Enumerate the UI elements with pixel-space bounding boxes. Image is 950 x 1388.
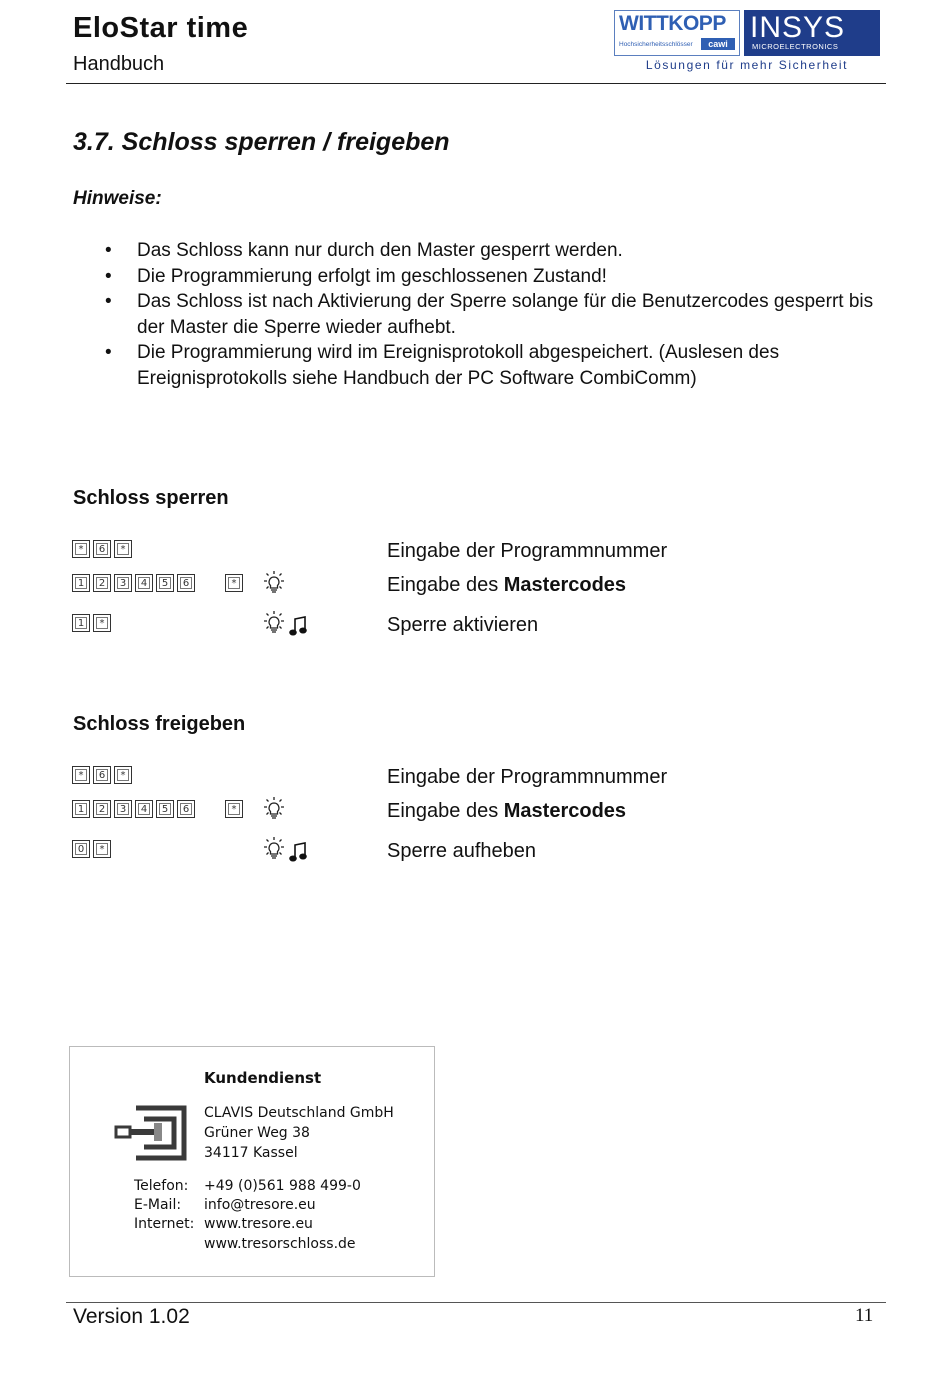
keypad-key [135, 800, 153, 818]
key-label: 6 [180, 803, 192, 815]
document-title: EloStar time [73, 12, 249, 44]
keypad-sequence [72, 800, 198, 820]
note-item [105, 264, 885, 290]
keypad-sequence [72, 614, 114, 634]
bullet-dot: • [105, 265, 112, 287]
insys-logo [744, 10, 880, 56]
key-label: 6 [96, 543, 108, 555]
key-label: * [117, 769, 129, 781]
note-text: Die Programmierung erfolgt im geschlossenen Zustand! [137, 265, 607, 287]
bullet-dot: • [105, 240, 112, 261]
bullet-dot: • [105, 291, 112, 312]
customer-service-box [69, 1046, 435, 1277]
keypad-key [93, 766, 111, 784]
key-label: 0 [75, 843, 87, 855]
step-description-prefix: Eingabe des [387, 800, 504, 822]
step-description [387, 574, 626, 597]
version-label: Version 1.02 [73, 1305, 190, 1328]
keypad-key [225, 574, 243, 592]
music-note-icon [288, 614, 308, 638]
step-description: Sperre aktivieren [387, 614, 539, 636]
company-logo [614, 10, 880, 74]
web-link-2[interactable]: www.tresorschloss.de [204, 1236, 356, 1252]
note-text: Das Schloss ist nach Aktivierung der Sperre solange für die Benutzercodes gesperrt bis der Master die Sperre wieder aufhebt. [137, 291, 874, 338]
key-label: * [75, 769, 87, 781]
lock-step-program [72, 540, 892, 568]
keypad-key [93, 574, 111, 592]
email-value[interactable]: info@tresore.eu [204, 1197, 316, 1213]
web-link-1[interactable]: www.tresore.eu [204, 1216, 313, 1232]
keypad-sequence [72, 540, 135, 560]
key-label: 1 [75, 577, 87, 589]
web-label: Internet: [134, 1216, 195, 1232]
key-label: 3 [117, 803, 129, 815]
keypad-key [72, 540, 90, 558]
key-label: 1 [75, 617, 87, 629]
keypad-sequence [72, 766, 135, 786]
key-label: * [228, 577, 240, 589]
unlock-step-mastercode [72, 800, 892, 828]
lock-step-mastercode [72, 574, 892, 602]
keypad-key [72, 800, 90, 818]
key-label: 4 [138, 803, 150, 815]
keypad-key [156, 574, 174, 592]
key-label: * [117, 543, 129, 555]
lightbulb-icon [260, 610, 288, 638]
keypad-key [72, 614, 90, 632]
keypad-key [72, 766, 90, 784]
section-title: 3.7. Schloss sperren / freigeben [73, 128, 450, 156]
keypad-key [114, 800, 132, 818]
keypad-key [72, 574, 90, 592]
key-label: 4 [138, 577, 150, 589]
key-label: 5 [159, 803, 171, 815]
step-description [387, 800, 626, 823]
note-text: Die Programmierung wird im Ereignisprotokoll abgespeichert. (Auslesen des Ereignisprotokolls siehe Handbuch der PC Software CombiComm) [137, 342, 780, 389]
clavis-logo-icon [114, 1103, 190, 1163]
note-item [105, 289, 885, 340]
document-subtitle: Handbuch [73, 53, 165, 75]
bullet-dot: • [105, 342, 112, 363]
insys-logo-text: INSYS [750, 11, 846, 44]
keypad-key [114, 540, 132, 558]
key-label: 2 [96, 803, 108, 815]
keypad-key [93, 840, 111, 858]
lightbulb-icon [260, 796, 288, 824]
insys-logo-tagline: MICROELECTRONICS [752, 42, 839, 51]
keypad-key [93, 800, 111, 818]
lightbulb-icon [260, 836, 288, 864]
note-item [105, 238, 885, 264]
key-label: 3 [117, 577, 129, 589]
keypad-key [114, 574, 132, 592]
note-text: Das Schloss kann nur durch den Master gesperrt werden. [137, 240, 623, 261]
keypad-key [156, 800, 174, 818]
page-number: 11 [855, 1305, 874, 1326]
email-label: E-Mail: [134, 1197, 182, 1213]
key-label: * [96, 617, 108, 629]
step-description-bold: Mastercodes [503, 574, 627, 596]
service-street: Grüner Weg 38 [204, 1125, 310, 1141]
key-label: * [96, 843, 108, 855]
keypad-key [93, 540, 111, 558]
lock-step-activate [72, 614, 892, 642]
step-description: Sperre aufheben [387, 840, 537, 862]
wittkopp-logo-tagline: Hochsicherheitsschlösser [619, 41, 693, 48]
keypad-key [135, 574, 153, 592]
key-label: 5 [159, 577, 171, 589]
keypad-key [225, 800, 243, 818]
keypad-key [72, 840, 90, 858]
service-heading: Kundendienst [204, 1069, 322, 1087]
unlock-heading: Schloss freigeben [73, 713, 246, 735]
keypad-key [177, 800, 195, 818]
key-label: * [228, 803, 240, 815]
lock-heading: Schloss sperren [73, 487, 229, 509]
phone-label: Telefon: [134, 1178, 189, 1194]
header-divider [66, 83, 886, 84]
unlock-step-release [72, 840, 892, 868]
wittkopp-logo-text: WITTKOPP [619, 12, 726, 35]
music-note-icon [288, 840, 308, 864]
notes-heading: Hinweise: [73, 188, 162, 209]
step-description: Eingabe der Programmnummer [387, 540, 668, 562]
keypad-sequence [72, 574, 198, 594]
keypad-key [114, 766, 132, 784]
keypad-sequence [72, 840, 114, 860]
step-description: Eingabe der Programmnummer [387, 766, 668, 788]
service-city: 34117 Kassel [204, 1145, 298, 1161]
wittkopp-logo [614, 10, 740, 56]
note-item [105, 340, 885, 391]
phone-value: +49 (0)561 988 499-0 [204, 1178, 361, 1194]
key-label: 2 [96, 577, 108, 589]
step-description-prefix: Eingabe des [387, 574, 504, 596]
step-description-bold: Mastercodes [503, 800, 627, 822]
keypad-key [177, 574, 195, 592]
lightbulb-icon [260, 570, 288, 598]
service-company: CLAVIS Deutschland GmbH [204, 1105, 394, 1121]
key-label: * [75, 543, 87, 555]
keypad-key [93, 614, 111, 632]
notes-list [105, 238, 885, 391]
footer-divider [66, 1302, 886, 1303]
logo-slogan: Lösungen für mehr Sicherheit [645, 58, 849, 72]
key-label: 1 [75, 803, 87, 815]
cawi-logo-text: cawi [701, 38, 735, 50]
unlock-step-program [72, 766, 892, 794]
key-label: 6 [96, 769, 108, 781]
key-label: 6 [180, 577, 192, 589]
